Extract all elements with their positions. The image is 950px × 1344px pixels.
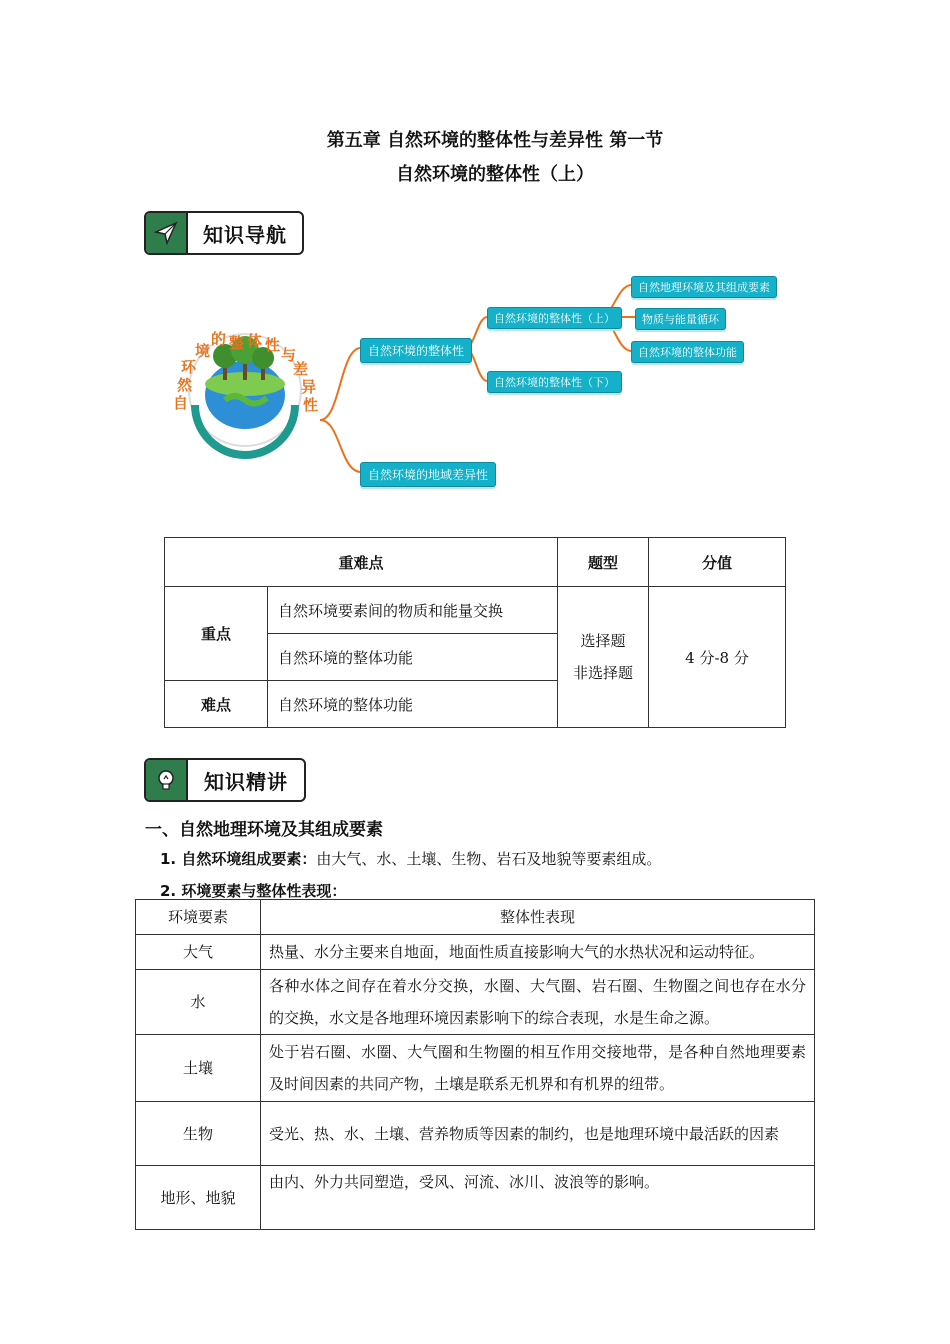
nandian-item: 自然环境的整体功能	[268, 681, 558, 728]
element-expression: 由内、外力共同塑造，受风、河流、冰川、波浪等的影响。	[261, 1166, 815, 1230]
element-name: 水	[136, 970, 261, 1035]
item1-text: 由大气、水、土壤、生物、岩石及地貌等要素组成。	[316, 850, 662, 868]
center-char: 异	[301, 378, 317, 396]
element-name: 生物	[136, 1102, 261, 1166]
center-char: 差	[293, 360, 309, 378]
element-expression: 热量、水分主要来自地面，地面性质直接影响大气的水热状况和运动特征。	[261, 935, 815, 970]
section-heading: 一、自然地理环境及其组成要素	[145, 820, 383, 840]
element-name: 地形、地貌	[136, 1166, 261, 1230]
element-expression: 处于岩石圈、水圈、大气圈和生物圈的相互作用交接地带，是各种自然地理要素及时间因素的共同产物，土壤是联系无机界和有机界的纽带。	[261, 1035, 815, 1102]
zhongdian-item: 自然环境的整体功能	[268, 634, 558, 681]
item2-label: 2. 环境要素与整体性表现：	[160, 882, 347, 900]
center-char: 自	[173, 394, 189, 412]
page-subtitle: 自然环境的整体性（上）	[396, 164, 594, 185]
header-score: 分值	[649, 538, 786, 587]
mindmap	[165, 270, 785, 500]
nandian-label: 难点	[165, 681, 268, 728]
paper-plane-icon	[146, 213, 188, 253]
item1	[160, 848, 661, 869]
node-overall-part2: 自然环境的整体性（下）	[487, 371, 622, 393]
node-cycles: 物质与能量循环	[635, 308, 726, 330]
center-char: 环	[181, 358, 197, 376]
lightbulb-icon	[146, 760, 188, 800]
node-elements: 自然地理环境及其组成要素	[631, 276, 777, 298]
center-char: 然	[177, 376, 193, 394]
node-functions: 自然环境的整体功能	[631, 341, 744, 363]
center-char: 境	[195, 342, 211, 360]
page-title: 第五章 自然环境的整体性与差异性 第一节	[326, 130, 664, 151]
element-expression: 各种水体之间存在着水分交换，水圈、大气圈、岩石圈、生物圈之间也存在水分的交换，水文是各地理环境因素影响下的综合表现，水是生命之源。	[261, 970, 815, 1035]
key-points-table	[164, 537, 786, 728]
center-char: 整	[229, 334, 245, 352]
center-char: 性	[303, 396, 319, 414]
center-char: 与	[281, 346, 297, 364]
explain-badge	[144, 758, 306, 802]
header-keypoints: 重难点	[165, 538, 558, 587]
node-regional-difference: 自然环境的地域差异性	[360, 462, 496, 487]
center-char: 体	[247, 332, 263, 350]
center-char: 的	[211, 330, 227, 348]
node-overall: 自然环境的整体性	[360, 338, 472, 363]
center-char: 性	[265, 336, 281, 354]
zhongdian-label: 重点	[165, 587, 268, 681]
header-element: 环境要素	[136, 900, 261, 935]
score-value: 4 分-8 分	[649, 587, 786, 728]
nav-badge-label: 知识导航	[203, 222, 287, 247]
node-overall-part1: 自然环境的整体性（上）	[487, 307, 622, 329]
element-expression: 受光、热、水、土壤、营养物质等因素的制约，也是地理环境中最活跃的因素	[261, 1102, 815, 1166]
zhongdian-item: 自然环境要素间的物质和能量交换	[268, 587, 558, 634]
question-type: 非选择题	[572, 664, 633, 682]
explain-badge-label: 知识精讲	[204, 769, 288, 794]
nav-badge	[144, 211, 304, 255]
item2	[160, 880, 346, 901]
question-type: 选择题	[580, 632, 626, 650]
header-expression: 整体性表现	[261, 900, 815, 935]
item1-label: 1. 自然环境组成要素：	[160, 850, 317, 868]
elements-table	[135, 899, 815, 1230]
question-types	[558, 587, 649, 728]
header-question-type: 题型	[558, 538, 649, 587]
element-name: 大气	[136, 935, 261, 970]
element-name: 土壤	[136, 1035, 261, 1102]
